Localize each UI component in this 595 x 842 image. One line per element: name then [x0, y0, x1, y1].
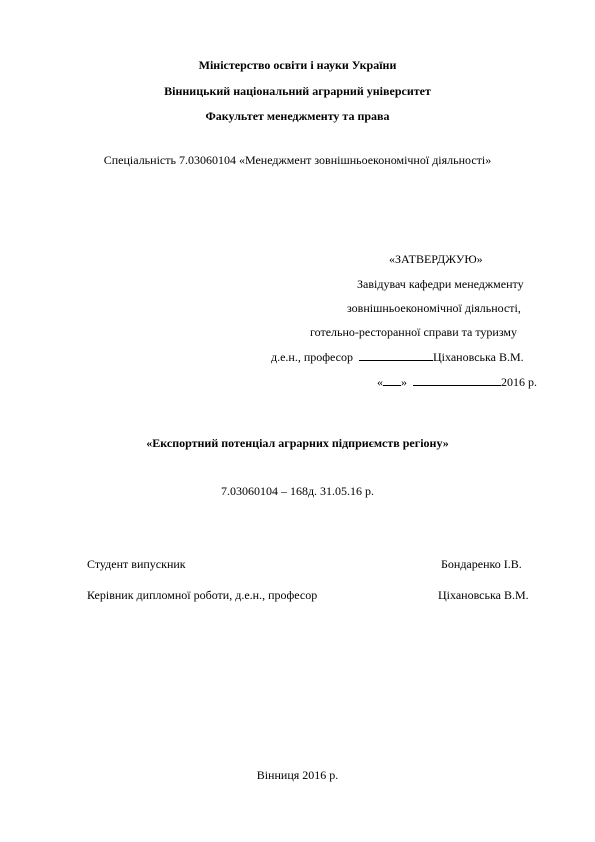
- approval-line-2: зовнішньоекономічної діяльності,: [347, 301, 521, 315]
- approval-signer: [271, 349, 524, 364]
- signer-prefix: д.е.н., професор: [271, 350, 354, 364]
- thesis-title: «Експортний потенціал аграрних підприємств регіону»: [146, 436, 449, 450]
- approval-title: «ЗАТВЕРДЖУЮ»: [389, 252, 483, 266]
- signer-name: Ціхановська В.М.: [433, 350, 524, 364]
- signature-blank: [359, 349, 433, 361]
- supervisor-name: Ціхановська В.М.: [438, 588, 529, 602]
- student-name: Бондаренко І.В.: [441, 557, 522, 571]
- faculty-line: Факультет менеджменту та права: [205, 109, 390, 123]
- ministry-line: Міністерство освіти і науки України: [198, 58, 397, 72]
- student-label: Студент випускник: [87, 557, 186, 571]
- supervisor-label: Керівник дипломної роботи, д.е.н., професор: [87, 588, 318, 602]
- registration-number: 7.03060104 – 168д. 31.05.16 р.: [220, 484, 375, 498]
- month-blank: [413, 374, 501, 386]
- approval-line-3: готельно-ресторанної справи та туризму: [310, 325, 518, 339]
- day-blank: [383, 374, 401, 386]
- university-line: Вінницький національний аграрний університет: [164, 84, 431, 98]
- approval-line-1: Завідувач кафедри менеджменту: [357, 277, 524, 291]
- city-year: Вінниця 2016 р.: [256, 768, 339, 782]
- approval-date: [377, 374, 537, 389]
- date-quote-close: »: [401, 375, 407, 389]
- specialty-line: Спеціальність 7.03060104 «Менеджмент зовнішньоекономічної діяльності»: [103, 153, 492, 167]
- date-year: 2016 р.: [501, 375, 537, 389]
- date-quote-open: «: [377, 375, 383, 389]
